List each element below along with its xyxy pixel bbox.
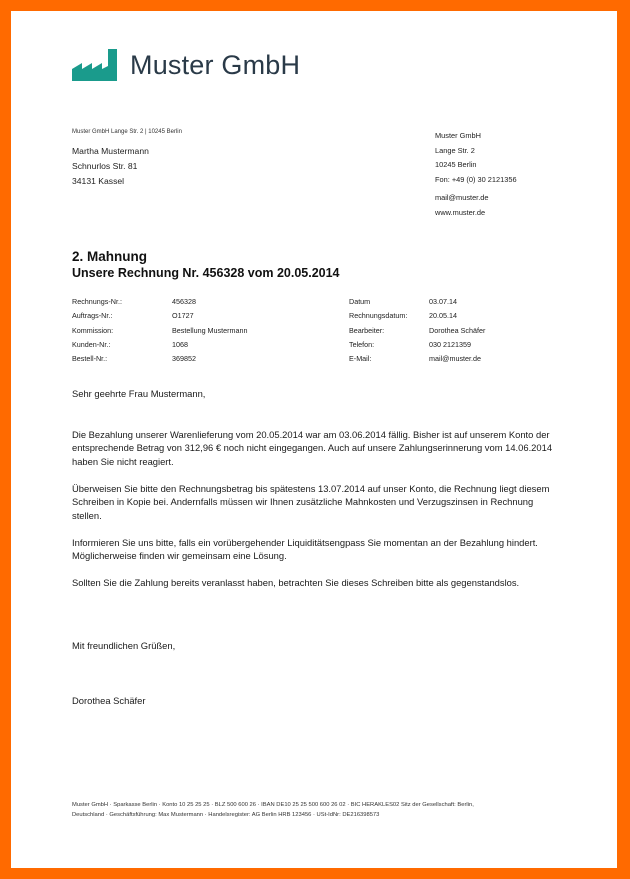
ref-value: 456328	[172, 297, 196, 306]
ref-row	[72, 324, 248, 338]
ref-value: 1068	[172, 339, 188, 349]
company-name: Muster GmbH	[435, 131, 481, 140]
ref-row	[72, 352, 248, 366]
sender-return-line: Muster GmbH Lange Str. 2 | 10245 Berlin	[72, 129, 182, 135]
recipient-name: Martha Mustermann	[72, 146, 149, 156]
company-website[interactable]: www.muster.de	[435, 207, 486, 217]
company-city: 10245 Berlin	[435, 160, 477, 169]
ref-row	[72, 295, 248, 309]
company-logo	[72, 49, 300, 81]
recipient-city: 34131 Kassel	[72, 176, 125, 186]
ref-value: 369852	[172, 354, 196, 364]
ref-value[interactable]: mail@muster.de	[429, 354, 482, 364]
reference-left	[72, 295, 248, 366]
ref-value: 03.07.14	[429, 297, 457, 306]
ref-label: Rechnungsdatum:	[349, 311, 408, 321]
paragraph-already-paid: Sollten Sie die Zahlung bereits veranlasst haben, betrachten Sie dieses Schreiben bitte als gegenstandslos.	[72, 577, 520, 588]
invoice-subject: Unsere Rechnung Nr. 456328 vom 20.05.2014	[72, 266, 340, 280]
footer-line-1: Muster GmbH · Sparkasse Berlin · Konto 10 25 25 25 · BLZ 500 600 26 · IBAN DE10 25 25 500 600 26 02 · BIC HERAKLES02 Sitz der Gesellschaft: Berlin,	[72, 802, 474, 808]
ref-row	[349, 352, 485, 366]
paragraph-liquidity: Informieren Sie uns bitte, falls ein vorübergehender Liquiditätsengpass Sie momentan an der Bezahlung hindert. Möglicherweise finden wir gemeinsam eine Lösung.	[72, 536, 538, 561]
ref-label: Bestell-Nr.:	[72, 354, 108, 364]
ref-label: Kommission:	[72, 325, 114, 335]
ref-label: Auftrags-Nr.:	[72, 311, 113, 321]
closing-phrase: Mit freundlichen Grüßen,	[72, 640, 176, 651]
letter-footer	[72, 800, 552, 821]
ref-value: 20.05.14	[429, 311, 457, 321]
ref-row	[72, 309, 248, 323]
footer-line-2: Deutschland · Geschäftsführung: Max Mustermann · Handelsregister: AG Berlin HRB 123456 · USt-IdNr: DE216398573	[72, 812, 380, 819]
ref-row	[349, 309, 485, 323]
logo-company-name: Muster GmbH	[130, 49, 301, 80]
factory-icon	[72, 49, 122, 81]
ref-row	[349, 338, 485, 352]
ref-value: Dorothea Schäfer	[429, 325, 486, 335]
reference-right	[349, 295, 485, 366]
letter-body	[72, 387, 562, 603]
ref-label: Kunden-Nr.:	[72, 339, 111, 349]
ref-label: E-Mail:	[349, 354, 372, 364]
ref-label: Bearbeiter:	[349, 325, 385, 335]
paragraph-payment-due: Die Bezahlung unserer Warenlieferung vom 20.05.2014 war am 03.06.2014 fällig. Bisher ist auf unserem Konto der entsprechende Betrag von 312,96 € noch nicht eingegangen. Auch auf unsere Zahlungserinnerung vom 14.06.2014 haben Sie nicht reagiert.	[72, 428, 553, 467]
company-info-block	[435, 129, 517, 220]
recipient-street: Schnurlos Str. 81	[72, 161, 138, 171]
ref-label: Rechnungs-Nr.:	[72, 297, 122, 306]
letter-heading	[72, 249, 340, 282]
ref-row	[349, 324, 485, 338]
company-email[interactable]: mail@muster.de	[435, 193, 489, 202]
company-street: Lange Str. 2	[435, 145, 475, 155]
ref-value: O1727	[172, 311, 194, 321]
signature-name: Dorothea Schäfer	[72, 695, 146, 706]
ref-label: Telefon:	[349, 339, 375, 349]
ref-row	[349, 295, 485, 309]
ref-value: 030 2121359	[429, 339, 471, 349]
reminder-title: 2. Mahnung	[72, 249, 147, 264]
company-phone: Fon: +49 (0) 30 2121356	[435, 174, 517, 184]
salutation: Sehr geehrte Frau Mustermann,	[72, 388, 206, 399]
letter-page	[11, 11, 617, 868]
ref-value: Bestellung Mustermann	[172, 325, 248, 335]
ref-row	[72, 338, 248, 352]
paragraph-transfer-request: Überweisen Sie bitte den Rechnungsbetrag bis spätestens 13.07.2014 auf unser Konto, die Rechnung liegt diesem Schreiben in Kopie bei. Andernfalls müssen wir Ihnen zusätzliche Mahnkosten und Verzugszinsen in Rechnung stellen.	[72, 482, 550, 521]
ref-label: Datum	[349, 297, 371, 306]
recipient-address	[72, 144, 149, 189]
